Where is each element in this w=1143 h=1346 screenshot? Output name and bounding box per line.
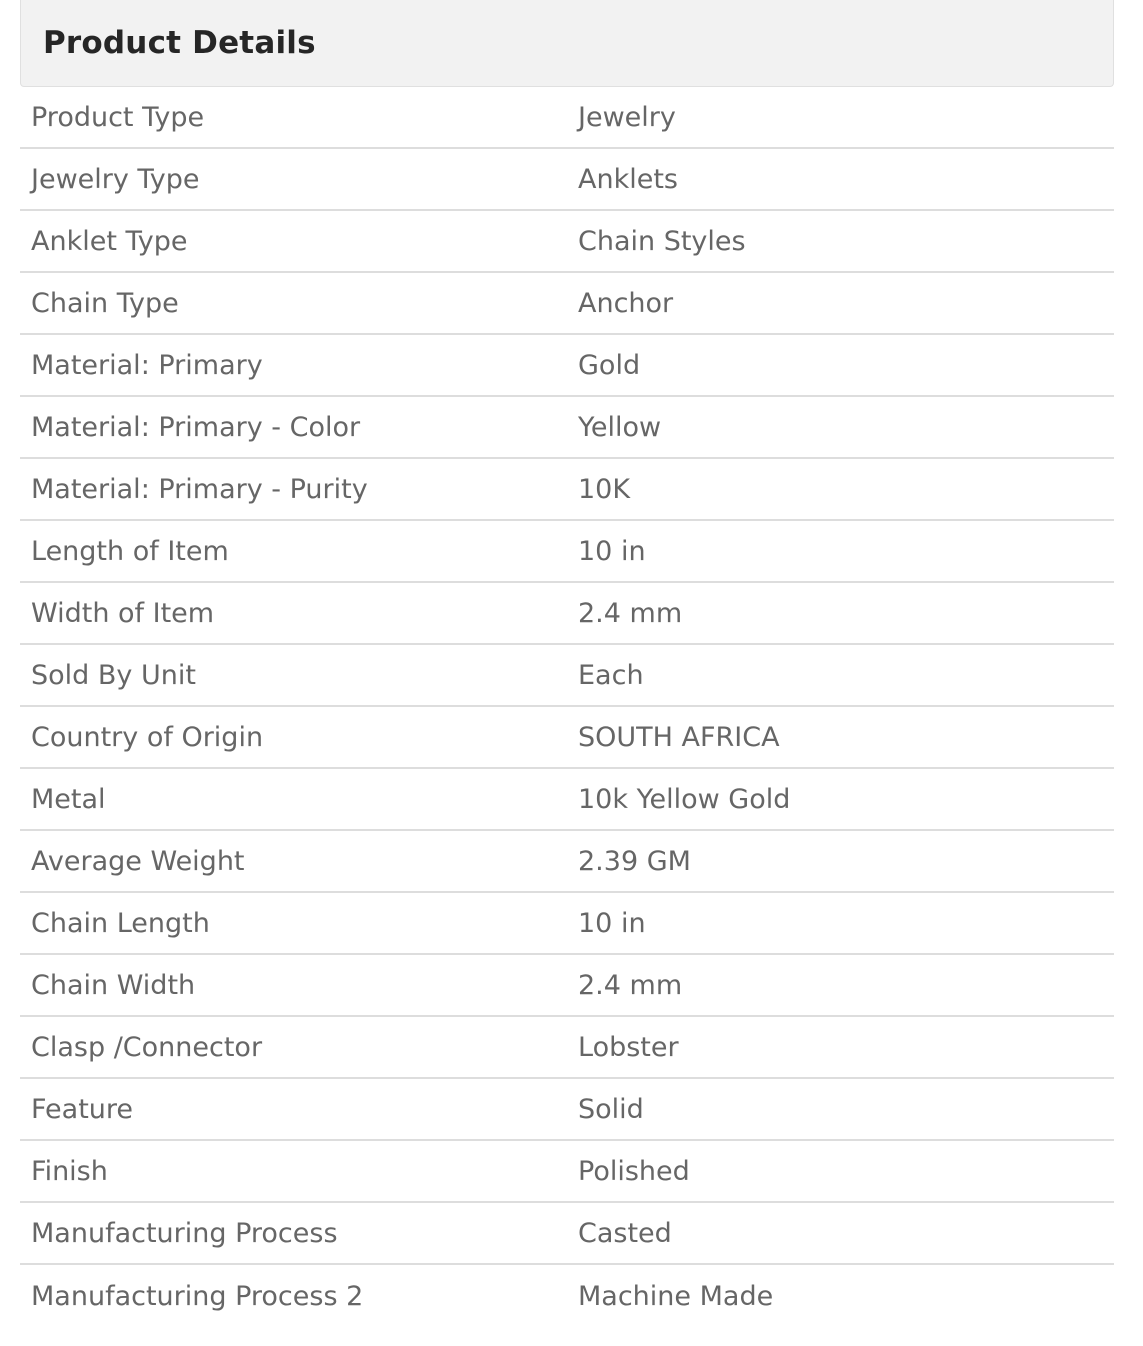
table-row — [20, 273, 1114, 335]
detail-label: Jewelry Type — [31, 163, 200, 195]
table-row — [20, 397, 1114, 459]
detail-label: Material: Primary - Purity — [31, 473, 368, 505]
detail-value: 2.4 mm — [578, 597, 683, 629]
detail-value: Gold — [578, 349, 641, 381]
table-row — [20, 707, 1114, 769]
panel-title: Product Details — [43, 25, 316, 61]
detail-label: Manufacturing Process 2 — [31, 1280, 364, 1312]
detail-value: Chain Styles — [578, 225, 746, 257]
detail-value: 10k Yellow Gold — [578, 783, 791, 815]
panel-header — [20, 0, 1114, 87]
detail-label: Product Type — [31, 101, 205, 133]
table-row — [20, 1017, 1114, 1079]
detail-label: Clasp /Connector — [31, 1031, 263, 1063]
table-row — [20, 521, 1114, 583]
detail-value: Polished — [578, 1155, 690, 1187]
product-details-panel — [20, 0, 1114, 1327]
detail-label: Chain Length — [31, 907, 210, 939]
detail-label: Chain Type — [31, 287, 179, 319]
detail-label: Chain Width — [31, 969, 196, 1001]
detail-label: Feature — [31, 1093, 134, 1125]
table-row — [20, 1203, 1114, 1265]
table-row — [20, 769, 1114, 831]
detail-value: 2.39 GM — [578, 845, 691, 877]
detail-value: Each — [578, 659, 644, 691]
detail-label: Average Weight — [31, 845, 245, 877]
detail-value: Casted — [578, 1217, 672, 1249]
detail-label: Metal — [31, 783, 106, 815]
table-row — [20, 335, 1114, 397]
detail-label: Finish — [31, 1155, 108, 1187]
detail-value: Anklets — [578, 163, 678, 195]
detail-value: SOUTH AFRICA — [578, 721, 780, 753]
detail-value: 10 in — [578, 535, 646, 567]
detail-label: Material: Primary — [31, 349, 263, 381]
detail-label: Anklet Type — [31, 225, 188, 257]
table-row — [20, 459, 1114, 521]
detail-value: Yellow — [578, 411, 662, 443]
detail-value: Anchor — [578, 287, 674, 319]
table-row — [20, 1265, 1114, 1327]
detail-label: Material: Primary - Color — [31, 411, 361, 443]
table-row — [20, 955, 1114, 1017]
detail-value: Machine Made — [578, 1280, 774, 1312]
table-row — [20, 645, 1114, 707]
detail-label: Manufacturing Process — [31, 1217, 338, 1249]
table-row — [20, 1079, 1114, 1141]
table-row — [20, 583, 1114, 645]
detail-value: Jewelry — [578, 101, 676, 133]
table-row — [20, 1141, 1114, 1203]
detail-label: Country of Origin — [31, 721, 264, 753]
detail-label: Length of Item — [31, 535, 229, 567]
table-row — [20, 831, 1114, 893]
detail-value: 10K — [578, 473, 631, 505]
table-row — [20, 211, 1114, 273]
table-row — [20, 87, 1114, 149]
detail-value: 2.4 mm — [578, 969, 683, 1001]
detail-value: Lobster — [578, 1031, 679, 1063]
detail-value: 10 in — [578, 907, 646, 939]
detail-label: Width of Item — [31, 597, 215, 629]
table-row — [20, 893, 1114, 955]
detail-label: Sold By Unit — [31, 659, 196, 691]
table-row — [20, 149, 1114, 211]
detail-value: Solid — [578, 1093, 644, 1125]
product-details-table — [20, 87, 1114, 1327]
